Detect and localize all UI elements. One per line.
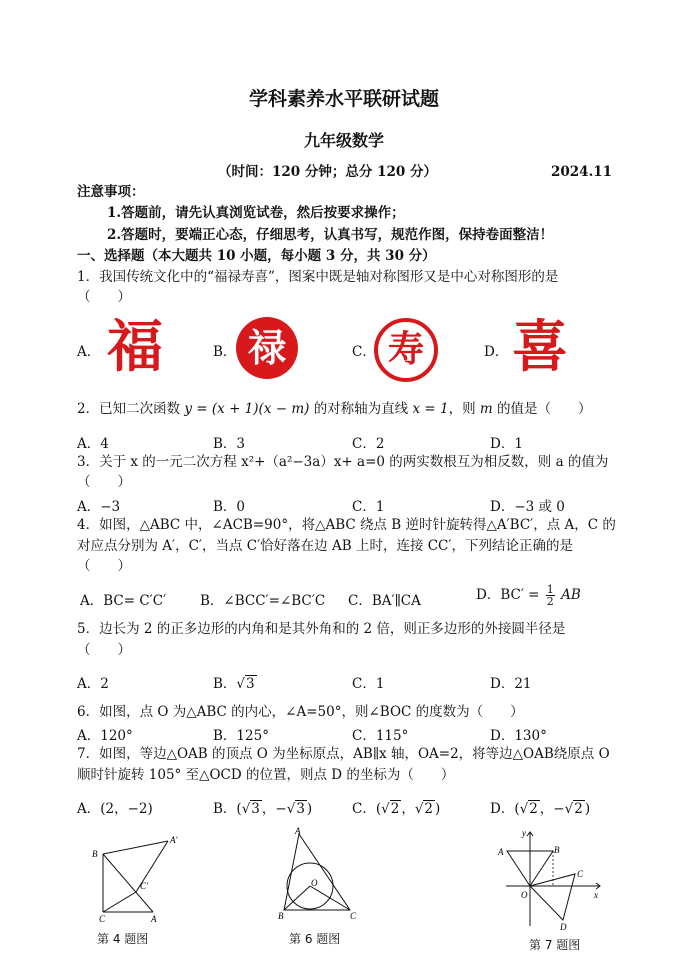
notes-item-2: 2.答题时，要端正心态，仔细思考，认真书写，规范作图，保持卷面整洁！ bbox=[107, 227, 554, 243]
q4-frac-num: 1 bbox=[546, 583, 554, 596]
fig7-label-y: y bbox=[522, 828, 526, 838]
fig7-label-x: x bbox=[594, 890, 598, 900]
section-heading: 一、选择题（本大题共 10 小题，每小题 3 分，共 30 分） bbox=[77, 248, 436, 264]
fig4-label-b: B bbox=[92, 849, 98, 859]
time-info: （时间：120 分钟；总分 120 分） bbox=[218, 164, 437, 180]
lu-seal-icon bbox=[236, 317, 298, 379]
paper-title: 学科素养水平联研试题 bbox=[248, 88, 439, 110]
fig7-label-a: A bbox=[498, 847, 504, 857]
q7-b-close: ) bbox=[306, 801, 313, 817]
q7-c-sep: ， bbox=[401, 801, 415, 817]
q5-option-d: D．21 bbox=[490, 676, 532, 692]
q4-fraction bbox=[546, 584, 555, 607]
xi-glyph-icon: 喜 bbox=[512, 315, 568, 380]
q7-d-rad1: 2 bbox=[529, 801, 538, 817]
q6-option-b: B．125° bbox=[213, 728, 269, 744]
q2-option-c: C．2 bbox=[352, 436, 385, 452]
q4-option-c: C．BA′∥CA bbox=[348, 593, 421, 609]
q7-option-b: B．(√3 ，−√3 ) bbox=[213, 801, 313, 817]
notes-heading: 注意事项： bbox=[77, 184, 145, 200]
q5-option-b: B．√3 bbox=[213, 676, 255, 692]
fig6-label-o: O bbox=[311, 878, 318, 888]
q7-option-c: C．(√2 ，√2 ) bbox=[352, 801, 441, 817]
fu-glyph-icon: 福 bbox=[107, 315, 163, 380]
fig6-label-b: B bbox=[278, 911, 284, 921]
q4-paren: （ ） bbox=[77, 558, 131, 574]
fig7-label-b: B bbox=[554, 845, 560, 855]
q5-option-b-label: B． bbox=[213, 676, 237, 692]
q1-label-c: C． bbox=[352, 344, 376, 360]
q7-d-sep: ，− bbox=[539, 801, 565, 817]
figure-q4-caption: 第 4 题图 bbox=[97, 932, 149, 946]
q3-paren: （ ） bbox=[77, 474, 131, 490]
q7-d-close: ) bbox=[584, 801, 591, 817]
q7-option-a: A．(2，−2) bbox=[77, 801, 153, 817]
fig4-label-c: C bbox=[99, 914, 106, 922]
q2-axis: x = 1 bbox=[412, 401, 449, 417]
q7-c-rad2: 2 bbox=[424, 801, 434, 817]
notes-item-1: 1.答题前，请先认真浏览试卷，然后按要求操作； bbox=[107, 205, 405, 221]
q7-b-rad1: 3 bbox=[251, 801, 260, 817]
fig7-label-o: O bbox=[521, 890, 528, 900]
q1-paren: （ ） bbox=[77, 289, 131, 305]
figure-q7-caption: 第 7 题图 bbox=[529, 938, 581, 952]
q7-option-d-label: D．( bbox=[490, 801, 520, 817]
q6-option-a: A．120° bbox=[77, 728, 133, 744]
fig4-label-a2: A′ bbox=[170, 835, 178, 845]
fig4-line-cc2 bbox=[103, 892, 136, 912]
paper-subtitle: 九年级数学 bbox=[303, 131, 384, 150]
q1-text: 1．我国传统文化中的“福禄寿喜”，图案中既是轴对称图形又是中心对称图形的是 bbox=[77, 269, 559, 285]
q7-c-close: ) bbox=[435, 801, 441, 817]
figure-q7 bbox=[490, 826, 610, 934]
q7-b-sep: ，− bbox=[261, 801, 287, 817]
q4-option-d bbox=[476, 583, 581, 607]
q6-option-c: C．115° bbox=[352, 728, 409, 744]
q2-formula: y = (x + 1)(x − m) bbox=[184, 401, 310, 417]
fig7-triangle-ocd bbox=[530, 874, 575, 920]
q3-text: 3．关于 x 的一元二次方程 x²+（a²−3a）x+ a=0 的两实数根互为相反数，则 a 的值为 bbox=[77, 454, 609, 470]
q6-line1: 6．如图，点 O 为△ABC 的内心，∠A=50°，则∠BOC 的度数为（ ） bbox=[77, 704, 524, 720]
q2-part2: 的对称轴为直线 bbox=[313, 401, 409, 417]
q4-line1: 4．如图，△ABC 中，∠ACB=90°，将△ABC 绕点 B 逆时针旋转得△A′BC′，点 A，C 的 bbox=[77, 517, 616, 533]
q2-option-a: A．4 bbox=[77, 436, 109, 452]
q4-option-d-label: D．BC′ = bbox=[476, 587, 540, 603]
q4-line2: 对应点分别为 A′，C′，当点 C′恰好落在边 AB 上时，连接 CC′，下列结论正确的是 bbox=[77, 538, 573, 554]
shou-glyph: 寿 bbox=[387, 329, 424, 370]
fig6-triangle bbox=[284, 834, 350, 910]
q2-option-b: B．3 bbox=[213, 436, 246, 452]
q1-label-a: A． bbox=[77, 344, 101, 360]
q7-option-c-label: C．( bbox=[352, 801, 382, 817]
q4-option-a: A．BC= C′C′ bbox=[80, 593, 167, 609]
q5-line1: 5．边长为 2 的正多边形的内角和是其外角和的 2 倍，则正多边形的外接圆半径是 bbox=[77, 621, 566, 637]
figure-q6 bbox=[272, 826, 364, 926]
q7-d-rad2: 2 bbox=[574, 801, 583, 817]
q5-option-b-radicand: 3 bbox=[246, 676, 255, 692]
q5-option-c: C．1 bbox=[352, 676, 385, 692]
fig7-label-c: C bbox=[577, 869, 584, 879]
q7-line1: 7．如图，等边△OAB 的顶点 O 为坐标原点，AB∥x 轴，OA=2，将等边△OAB绕原点 O bbox=[77, 746, 610, 762]
fig6-label-c: C bbox=[350, 911, 357, 921]
fig4-label-a: A bbox=[151, 914, 157, 922]
fig6-label-a: A bbox=[295, 826, 301, 836]
lu-glyph: 禄 bbox=[247, 326, 286, 370]
q2-text bbox=[77, 400, 592, 418]
fig6-line-oc bbox=[310, 886, 350, 910]
q4-frac-den: 2 bbox=[546, 595, 554, 608]
q5-option-a: A．2 bbox=[77, 676, 109, 692]
q7-option-d: D．(√2 ，−√2 ) bbox=[490, 801, 591, 817]
fig4-label-c2: C′ bbox=[140, 881, 148, 891]
q4-option-d-tail: AB bbox=[561, 587, 581, 603]
shou-seal-icon bbox=[374, 318, 438, 382]
q3-option-d: D．−3 或 0 bbox=[490, 499, 565, 515]
q1-label-b: B． bbox=[213, 344, 237, 360]
q7-b-rad2: 3 bbox=[296, 801, 305, 817]
q1-label-d: D． bbox=[484, 344, 509, 360]
q2-option-d: D．1 bbox=[490, 436, 523, 452]
q3-option-a: A．−3 bbox=[77, 499, 121, 515]
q7-c-rad1: 2 bbox=[390, 801, 400, 817]
q2-part1: 2．已知二次函数 bbox=[77, 401, 181, 417]
exam-date: 2024.11 bbox=[551, 164, 613, 180]
q7-option-b-label: B．( bbox=[213, 801, 242, 817]
q2-part3: ，则 bbox=[448, 401, 476, 417]
q3-option-c: C．1 bbox=[352, 499, 385, 515]
q2-part4: 的值是（ ） bbox=[497, 401, 592, 417]
figure-q6-caption: 第 6 题图 bbox=[289, 932, 341, 946]
q6-option-d: D．130° bbox=[490, 728, 547, 744]
q3-option-b: B．0 bbox=[213, 499, 246, 515]
fig4-line-ba2 bbox=[103, 841, 168, 854]
q5-paren: （ ） bbox=[77, 642, 131, 658]
q2-m: m bbox=[479, 401, 493, 417]
q4-option-b: B．∠BCC′=∠BC′C bbox=[200, 593, 326, 609]
figure-q4 bbox=[88, 830, 200, 922]
fig7-label-d: D bbox=[560, 922, 567, 932]
q7-line2: 顺时针旋转 105° 至△OCD 的位置，则点 D 的坐标为（ ） bbox=[77, 767, 455, 783]
